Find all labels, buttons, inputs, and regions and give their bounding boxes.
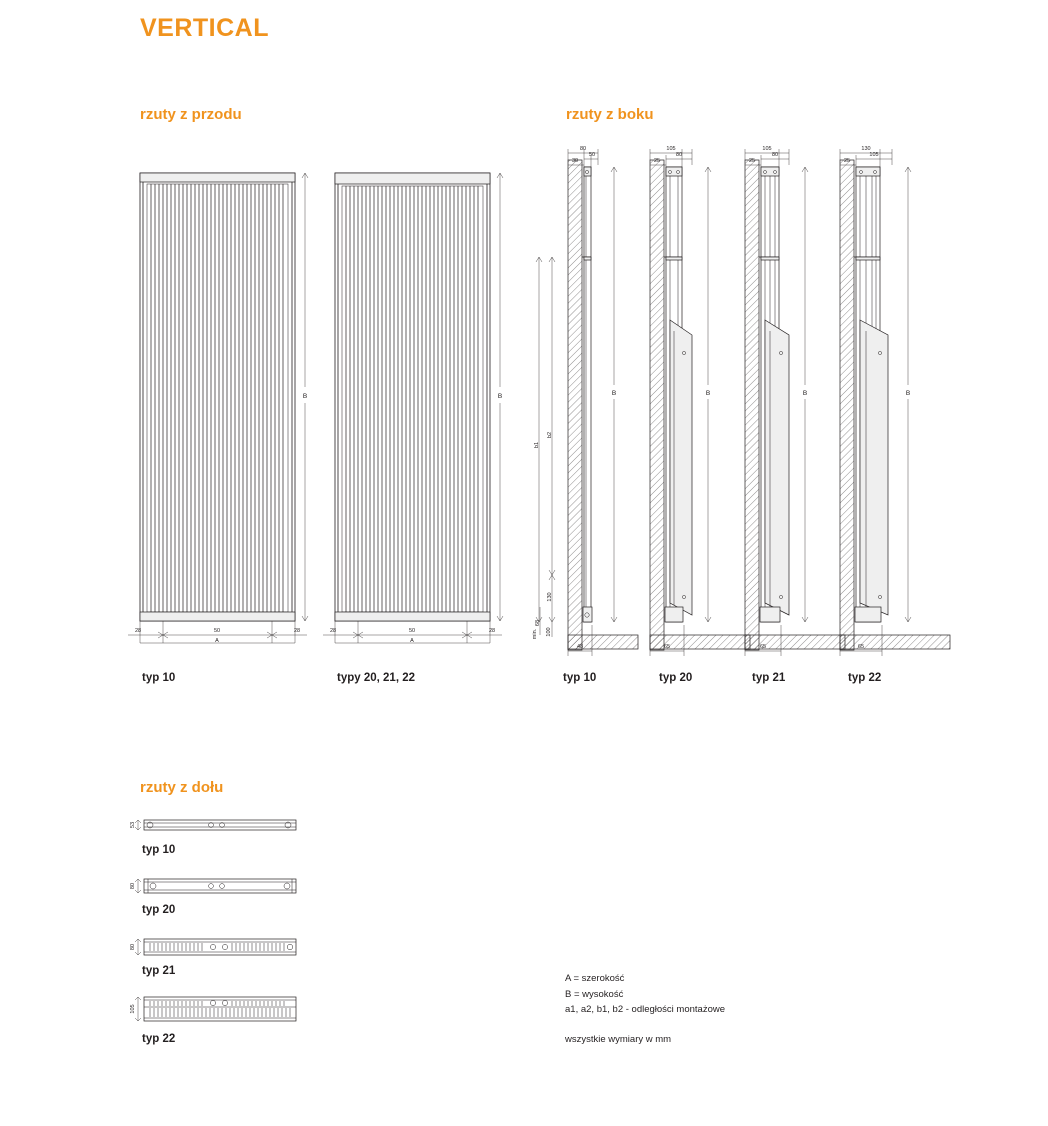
caption-side-typ10: typ 10 (563, 672, 597, 684)
front10-dim-right: 28 (293, 628, 301, 634)
side10-dim-68: 68 (535, 619, 541, 627)
side21-label-B: B (802, 390, 808, 397)
side-view-typ21 (735, 145, 845, 660)
side10-label-b1: b1 (534, 441, 540, 449)
front10-width-label: A (215, 638, 219, 644)
side21-dim-65: 65 (759, 644, 767, 650)
side20-dim-25: 25 (653, 158, 661, 164)
side20-dim-65: 65 (663, 644, 671, 650)
side22-label-B: B (905, 390, 911, 397)
front2021-dim-left: 28 (329, 628, 337, 634)
side10-dim-48: 48 (576, 644, 584, 650)
side10-dim-30: 30 (571, 158, 579, 164)
side10-dim-50: 50 (588, 152, 596, 158)
side21-dim-105: 105 (762, 146, 772, 152)
side20-label-B: B (705, 390, 711, 397)
bottom-view-typ21 (118, 934, 318, 966)
bottom-view-typ22 (118, 994, 318, 1030)
side22-dim-65: 65 (857, 644, 865, 650)
caption-front-typ10: typ 10 (142, 672, 176, 684)
caption-side-typ20: typ 20 (659, 672, 693, 684)
section-heading-bottom: rzuty z dołu (140, 779, 224, 796)
front2021-dim-right: 28 (488, 628, 496, 634)
side10-dim-80: 80 (579, 146, 587, 152)
side20-dim-80: 80 (675, 152, 683, 158)
side-view-typ22 (830, 145, 950, 660)
side10-dim-min: min. (532, 628, 538, 640)
front10-dim-middle: 50 (213, 628, 221, 634)
front2021-width-label: A (410, 638, 414, 644)
side10-dim-130: 130 (547, 592, 553, 602)
legend-line-2: B = wysokość (565, 989, 624, 1000)
front10-height-label: B (302, 393, 308, 400)
caption-front-typ202122: typy 20, 21, 22 (337, 672, 415, 684)
side10-label-B: B (611, 390, 617, 397)
bottom21-depth: 80 (130, 943, 136, 951)
section-heading-front: rzuty z przodu (140, 106, 242, 123)
side10-dim-100: 100 (546, 627, 552, 637)
front2021-height-label: B (497, 393, 503, 400)
bottom-view-typ10 (118, 812, 318, 844)
legend-line-4: wszystkie wymiary w mm (565, 1034, 672, 1045)
caption-bottom-typ21: typ 21 (142, 965, 176, 977)
caption-side-typ22: typ 22 (848, 672, 882, 684)
front2021-dim-middle: 50 (408, 628, 416, 634)
bottom-view-typ20 (118, 873, 318, 905)
bottom10-depth: 53 (130, 821, 136, 829)
page-title: VERTICAL (140, 14, 269, 42)
side10-label-b2: b2 (547, 431, 553, 439)
front-view-typ10 (120, 165, 320, 645)
caption-side-typ21: typ 21 (752, 672, 786, 684)
side21-dim-25: 25 (748, 158, 756, 164)
side21-dim-80: 80 (771, 152, 779, 158)
bottom22-depth: 105 (130, 1004, 136, 1014)
caption-bottom-typ22: typ 22 (142, 1033, 176, 1045)
front10-dim-left: 28 (134, 628, 142, 634)
legend-line-1: A = szerokość (565, 973, 625, 984)
caption-bottom-typ20: typ 20 (142, 904, 176, 916)
legend-line-3: a1, a2, b1, b2 - odległości montażowe (565, 1004, 726, 1015)
side20-dim-105: 105 (666, 146, 676, 152)
caption-bottom-typ10: typ 10 (142, 844, 176, 856)
bottom20-depth: 80 (130, 882, 136, 890)
section-heading-side: rzuty z boku (566, 106, 654, 123)
side-view-typ20 (640, 145, 750, 660)
side22-dim-105: 105 (869, 152, 879, 158)
side22-dim-130: 130 (861, 146, 871, 152)
front-view-typ202122 (315, 165, 515, 645)
side22-dim-25: 25 (843, 158, 851, 164)
side-view-typ10 (528, 145, 638, 660)
